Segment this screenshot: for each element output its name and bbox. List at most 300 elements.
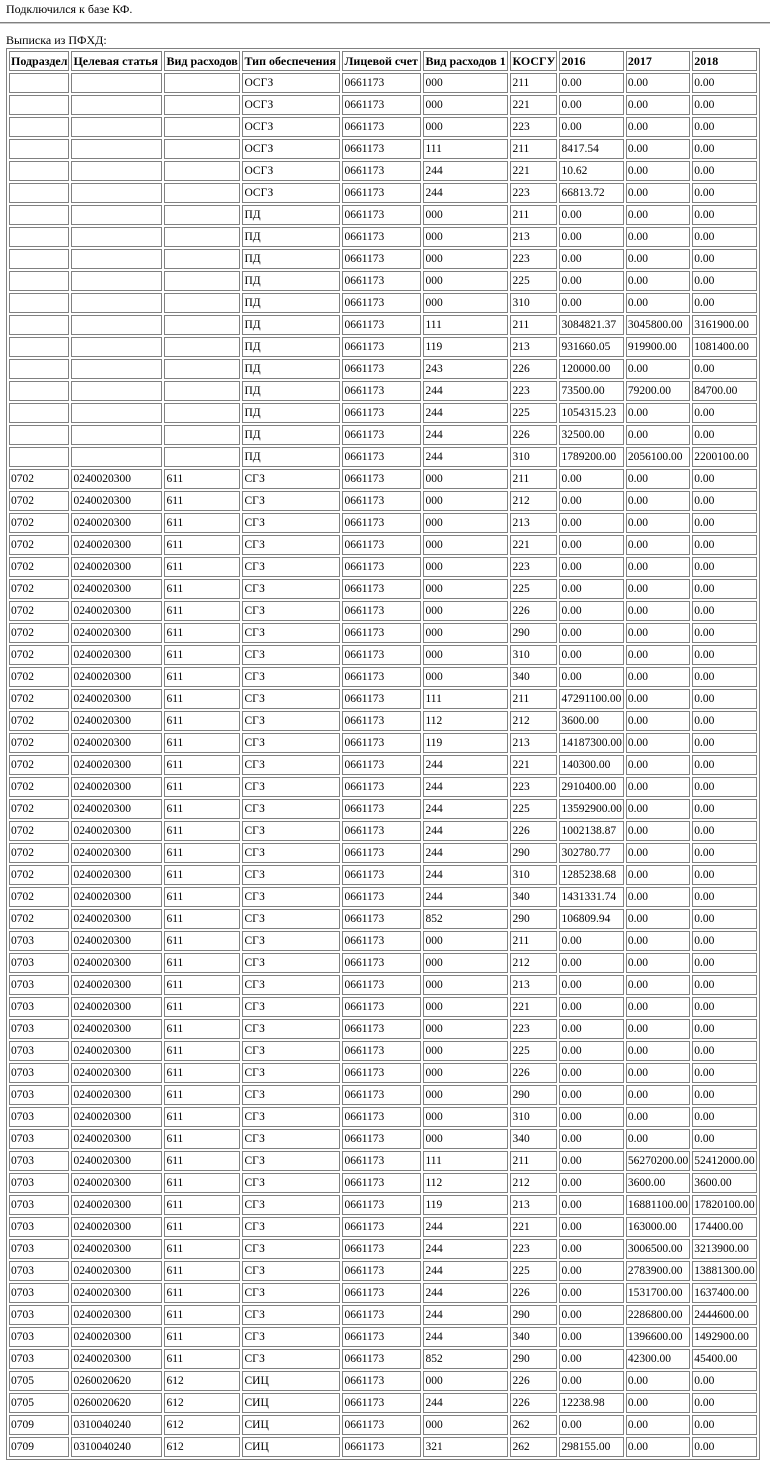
expense-type-cell: 611: [164, 821, 240, 841]
connection-status: Подключился к базе КФ.: [6, 2, 133, 16]
kosgu-cell: 221: [510, 755, 557, 775]
personal-account-cell: 0661173: [342, 1415, 421, 1435]
amount-2018-cell: 0.00: [692, 1371, 756, 1391]
expense-type-cell: 611: [164, 799, 240, 819]
subsection-cell: [9, 139, 69, 159]
expense-type-cell: 611: [164, 1195, 240, 1215]
expense-type-1-cell: 000: [423, 117, 508, 137]
table-row: [9, 689, 757, 709]
amount-2016-cell: 1431331.74: [559, 887, 623, 907]
amount-2016-cell: 0.00: [559, 1085, 623, 1105]
subsection-cell: 0703: [9, 1129, 69, 1149]
expense-type-1-cell: 000: [423, 557, 508, 577]
amount-2016-cell: 1789200.00: [559, 447, 623, 467]
table-header-row: [9, 51, 757, 71]
expense-type-1-cell: 244: [423, 381, 508, 401]
table-row: [9, 1151, 757, 1171]
amount-2018-cell: 3213900.00: [692, 1239, 756, 1259]
subsection-cell: 0709: [9, 1437, 69, 1457]
amount-2018-cell: 0.00: [692, 843, 756, 863]
amount-2018-cell: 0.00: [692, 865, 756, 885]
table-row: [9, 865, 757, 885]
header-expense-type-1: Вид расходов 1: [423, 51, 508, 71]
target-article-cell: [71, 271, 162, 291]
amount-2018-cell: 0.00: [692, 711, 756, 731]
expense-type-cell: 611: [164, 645, 240, 665]
subsection-cell: [9, 73, 69, 93]
amount-2018-cell: 0.00: [692, 271, 756, 291]
table-row: [9, 1327, 757, 1347]
table-row: [9, 1217, 757, 1237]
provision-type-cell: СГЗ: [242, 821, 340, 841]
amount-2018-cell: 0.00: [692, 1019, 756, 1039]
target-article-cell: [71, 73, 162, 93]
expense-type-1-cell: 111: [423, 139, 508, 159]
expense-type-cell: 611: [164, 1305, 240, 1325]
amount-2018-cell: 0.00: [692, 161, 756, 181]
target-article-cell: 0240020300: [71, 601, 162, 621]
amount-2017-cell: 0.00: [626, 843, 690, 863]
expense-type-cell: 611: [164, 1129, 240, 1149]
provision-type-cell: СГЗ: [242, 689, 340, 709]
amount-2017-cell: 0.00: [626, 1107, 690, 1127]
amount-2017-cell: 0.00: [626, 403, 690, 423]
table-row: [9, 931, 757, 951]
amount-2018-cell: 0.00: [692, 1041, 756, 1061]
expense-type-1-cell: 244: [423, 1261, 508, 1281]
subsection-cell: 0703: [9, 953, 69, 973]
amount-2016-cell: 0.00: [559, 1415, 623, 1435]
provision-type-cell: СГЗ: [242, 1217, 340, 1237]
personal-account-cell: 0661173: [342, 1393, 421, 1413]
amount-2017-cell: 0.00: [626, 711, 690, 731]
header-kosgu: КОСГУ: [510, 51, 557, 71]
kosgu-cell: 340: [510, 1129, 557, 1149]
expense-type-1-cell: 000: [423, 249, 508, 269]
kosgu-cell: 340: [510, 887, 557, 907]
target-article-cell: 0310040240: [71, 1415, 162, 1435]
amount-2016-cell: 0.00: [559, 1305, 623, 1325]
expense-type-cell: 611: [164, 579, 240, 599]
provision-type-cell: СГЗ: [242, 1107, 340, 1127]
kosgu-cell: 213: [510, 1195, 557, 1215]
kosgu-cell: 213: [510, 227, 557, 247]
target-article-cell: [71, 205, 162, 225]
subsection-cell: 0702: [9, 491, 69, 511]
expense-type-cell: 611: [164, 755, 240, 775]
expense-type-cell: 611: [164, 733, 240, 753]
subsection-cell: [9, 337, 69, 357]
kosgu-cell: 262: [510, 1415, 557, 1435]
subsection-cell: 0702: [9, 799, 69, 819]
provision-type-cell: ОСГЗ: [242, 95, 340, 115]
amount-2017-cell: 0.00: [626, 1085, 690, 1105]
subsection-cell: 0702: [9, 821, 69, 841]
expense-type-cell: [164, 315, 240, 335]
amount-2016-cell: 0.00: [559, 293, 623, 313]
target-article-cell: 0240020300: [71, 755, 162, 775]
amount-2017-cell: 0.00: [626, 95, 690, 115]
expense-type-1-cell: 852: [423, 909, 508, 929]
amount-2016-cell: 120000.00: [559, 359, 623, 379]
amount-2018-cell: 1637400.00: [692, 1283, 756, 1303]
target-article-cell: 0240020300: [71, 1283, 162, 1303]
kosgu-cell: 310: [510, 1107, 557, 1127]
expense-type-cell: 611: [164, 1019, 240, 1039]
amount-2018-cell: 13881300.00: [692, 1261, 756, 1281]
provision-type-cell: СГЗ: [242, 1349, 340, 1369]
kosgu-cell: 340: [510, 1327, 557, 1347]
personal-account-cell: 0661173: [342, 1349, 421, 1369]
amount-2016-cell: 0.00: [559, 491, 623, 511]
provision-type-cell: ПД: [242, 315, 340, 335]
table-row: [9, 249, 757, 269]
amount-2016-cell: 0.00: [559, 645, 623, 665]
amount-2016-cell: 0.00: [559, 579, 623, 599]
target-article-cell: 0240020300: [71, 953, 162, 973]
table-row: [9, 821, 757, 841]
amount-2017-cell: 0.00: [626, 1129, 690, 1149]
expense-type-cell: 611: [164, 557, 240, 577]
expense-type-1-cell: 000: [423, 623, 508, 643]
amount-2018-cell: 0.00: [692, 95, 756, 115]
expense-type-cell: 611: [164, 1151, 240, 1171]
kosgu-cell: 211: [510, 689, 557, 709]
provision-type-cell: СГЗ: [242, 1239, 340, 1259]
expense-type-1-cell: 244: [423, 403, 508, 423]
personal-account-cell: 0661173: [342, 117, 421, 137]
expense-type-1-cell: 000: [423, 227, 508, 247]
table-row: [9, 1195, 757, 1215]
expense-type-cell: 611: [164, 667, 240, 687]
target-article-cell: 0260020620: [71, 1393, 162, 1413]
subsection-cell: 0702: [9, 469, 69, 489]
amount-2016-cell: 0.00: [559, 205, 623, 225]
amount-2016-cell: 0.00: [559, 469, 623, 489]
amount-2016-cell: 3084821.37: [559, 315, 623, 335]
amount-2018-cell: 0.00: [692, 557, 756, 577]
amount-2016-cell: 0.00: [559, 1217, 623, 1237]
target-article-cell: 0240020300: [71, 667, 162, 687]
amount-2016-cell: 0.00: [559, 1195, 623, 1215]
subsection-cell: 0703: [9, 1283, 69, 1303]
expense-type-1-cell: 111: [423, 1151, 508, 1171]
expense-type-1-cell: 000: [423, 1371, 508, 1391]
kosgu-cell: 223: [510, 777, 557, 797]
table-row: [9, 1107, 757, 1127]
kosgu-cell: 262: [510, 1437, 557, 1457]
personal-account-cell: 0661173: [342, 909, 421, 929]
amount-2018-cell: 0.00: [692, 909, 756, 929]
pfhd-table-container: [6, 48, 760, 1460]
subsection-cell: 0703: [9, 1195, 69, 1215]
amount-2016-cell: 0.00: [559, 997, 623, 1017]
amount-2018-cell: 0.00: [692, 535, 756, 555]
kosgu-cell: 212: [510, 711, 557, 731]
kosgu-cell: 211: [510, 469, 557, 489]
amount-2016-cell: 0.00: [559, 931, 623, 951]
personal-account-cell: 0661173: [342, 161, 421, 181]
amount-2018-cell: 0.00: [692, 513, 756, 533]
amount-2018-cell: 0.00: [692, 799, 756, 819]
personal-account-cell: 0661173: [342, 1151, 421, 1171]
subsection-cell: 0702: [9, 579, 69, 599]
target-article-cell: [71, 161, 162, 181]
target-article-cell: [71, 139, 162, 159]
table-row: [9, 623, 757, 643]
amount-2016-cell: 0.00: [559, 1371, 623, 1391]
kosgu-cell: 226: [510, 1393, 557, 1413]
table-row: [9, 447, 757, 467]
kosgu-cell: 213: [510, 513, 557, 533]
amount-2017-cell: 0.00: [626, 975, 690, 995]
amount-2016-cell: 0.00: [559, 557, 623, 577]
provision-type-cell: ПД: [242, 381, 340, 401]
amount-2016-cell: 0.00: [559, 73, 623, 93]
personal-account-cell: 0661173: [342, 227, 421, 247]
amount-2018-cell: 52412000.00: [692, 1151, 756, 1171]
subsection-cell: [9, 403, 69, 423]
personal-account-cell: 0661173: [342, 1327, 421, 1347]
amount-2016-cell: 0.00: [559, 1173, 623, 1193]
amount-2018-cell: 0.00: [692, 139, 756, 159]
expense-type-cell: [164, 403, 240, 423]
target-article-cell: 0240020300: [71, 1239, 162, 1259]
provision-type-cell: СГЗ: [242, 953, 340, 973]
amount-2017-cell: 0.00: [626, 579, 690, 599]
provision-type-cell: СГЗ: [242, 1019, 340, 1039]
amount-2018-cell: 0.00: [692, 667, 756, 687]
expense-type-cell: [164, 117, 240, 137]
provision-type-cell: СГЗ: [242, 997, 340, 1017]
amount-2017-cell: 0.00: [626, 667, 690, 687]
personal-account-cell: 0661173: [342, 1261, 421, 1281]
extract-title: Выписка из ПФХД:: [6, 33, 107, 47]
expense-type-cell: [164, 337, 240, 357]
target-article-cell: 0240020300: [71, 1085, 162, 1105]
kosgu-cell: 211: [510, 931, 557, 951]
target-article-cell: [71, 227, 162, 247]
amount-2017-cell: 0.00: [626, 1393, 690, 1413]
personal-account-cell: 0661173: [342, 447, 421, 467]
table-row: [9, 711, 757, 731]
personal-account-cell: 0661173: [342, 557, 421, 577]
amount-2018-cell: 1081400.00: [692, 337, 756, 357]
target-article-cell: [71, 315, 162, 335]
target-article-cell: 0240020300: [71, 711, 162, 731]
expense-type-cell: 611: [164, 1283, 240, 1303]
expense-type-1-cell: 000: [423, 645, 508, 665]
amount-2016-cell: 0.00: [559, 1019, 623, 1039]
expense-type-cell: [164, 161, 240, 181]
subsection-cell: 0702: [9, 689, 69, 709]
target-article-cell: 0240020300: [71, 733, 162, 753]
amount-2016-cell: 13592900.00: [559, 799, 623, 819]
kosgu-cell: 226: [510, 601, 557, 621]
amount-2018-cell: 0.00: [692, 1393, 756, 1413]
kosgu-cell: 223: [510, 117, 557, 137]
amount-2017-cell: 0.00: [626, 865, 690, 885]
target-article-cell: 0240020300: [71, 1041, 162, 1061]
amount-2018-cell: 0.00: [692, 205, 756, 225]
table-row: [9, 887, 757, 907]
amount-2016-cell: 931660.05: [559, 337, 623, 357]
amount-2017-cell: 0.00: [626, 733, 690, 753]
provision-type-cell: СГЗ: [242, 909, 340, 929]
table-row: [9, 1415, 757, 1435]
amount-2018-cell: 0.00: [692, 491, 756, 511]
subsection-cell: 0702: [9, 909, 69, 929]
personal-account-cell: 0661173: [342, 425, 421, 445]
amount-2018-cell: 3161900.00: [692, 315, 756, 335]
amount-2017-cell: 3006500.00: [626, 1239, 690, 1259]
personal-account-cell: 0661173: [342, 73, 421, 93]
expense-type-cell: [164, 183, 240, 203]
target-article-cell: 0240020300: [71, 491, 162, 511]
amount-2018-cell: 0.00: [692, 403, 756, 423]
expense-type-1-cell: 243: [423, 359, 508, 379]
amount-2017-cell: 0.00: [626, 997, 690, 1017]
table-row: [9, 161, 757, 181]
header-expense-type: Вид расходов: [164, 51, 240, 71]
table-row: [9, 733, 757, 753]
personal-account-cell: 0661173: [342, 139, 421, 159]
target-article-cell: [71, 425, 162, 445]
subsection-cell: 0703: [9, 1063, 69, 1083]
personal-account-cell: 0661173: [342, 1371, 421, 1391]
provision-type-cell: СГЗ: [242, 601, 340, 621]
personal-account-cell: 0661173: [342, 931, 421, 951]
subsection-cell: 0702: [9, 887, 69, 907]
target-article-cell: 0240020300: [71, 1063, 162, 1083]
target-article-cell: 0240020300: [71, 1261, 162, 1281]
provision-type-cell: СИЦ: [242, 1437, 340, 1457]
amount-2016-cell: 0.00: [559, 1063, 623, 1083]
amount-2017-cell: 0.00: [626, 469, 690, 489]
expense-type-1-cell: 244: [423, 1305, 508, 1325]
table-row: [9, 1393, 757, 1413]
table-row: [9, 337, 757, 357]
table-row: [9, 227, 757, 247]
amount-2018-cell: 0.00: [692, 1085, 756, 1105]
amount-2016-cell: 0.00: [559, 623, 623, 643]
amount-2017-cell: 0.00: [626, 359, 690, 379]
target-article-cell: 0240020300: [71, 1305, 162, 1325]
provision-type-cell: ПД: [242, 227, 340, 247]
expense-type-cell: 611: [164, 953, 240, 973]
table-row: [9, 1041, 757, 1061]
subsection-cell: 0705: [9, 1393, 69, 1413]
expense-type-1-cell: 244: [423, 843, 508, 863]
kosgu-cell: 223: [510, 1239, 557, 1259]
amount-2017-cell: 919900.00: [626, 337, 690, 357]
provision-type-cell: СГЗ: [242, 887, 340, 907]
amount-2016-cell: 2910400.00: [559, 777, 623, 797]
expense-type-1-cell: 000: [423, 271, 508, 291]
amount-2018-cell: 0.00: [692, 359, 756, 379]
provision-type-cell: СИЦ: [242, 1393, 340, 1413]
amount-2018-cell: 0.00: [692, 601, 756, 621]
kosgu-cell: 221: [510, 95, 557, 115]
table-row: [9, 579, 757, 599]
expense-type-1-cell: 000: [423, 601, 508, 621]
provision-type-cell: ПД: [242, 403, 340, 423]
provision-type-cell: СГЗ: [242, 645, 340, 665]
amount-2018-cell: 0.00: [692, 249, 756, 269]
expense-type-1-cell: 000: [423, 293, 508, 313]
target-article-cell: [71, 249, 162, 269]
expense-type-cell: [164, 95, 240, 115]
kosgu-cell: 223: [510, 183, 557, 203]
expense-type-1-cell: 000: [423, 513, 508, 533]
kosgu-cell: 212: [510, 953, 557, 973]
expense-type-1-cell: 244: [423, 425, 508, 445]
personal-account-cell: 0661173: [342, 1019, 421, 1039]
subsection-cell: [9, 447, 69, 467]
provision-type-cell: СГЗ: [242, 579, 340, 599]
amount-2016-cell: 1285238.68: [559, 865, 623, 885]
kosgu-cell: 290: [510, 843, 557, 863]
target-article-cell: [71, 293, 162, 313]
kosgu-cell: 226: [510, 359, 557, 379]
provision-type-cell: СГЗ: [242, 1305, 340, 1325]
amount-2018-cell: 0.00: [692, 623, 756, 643]
table-row: [9, 1019, 757, 1039]
subsection-cell: [9, 293, 69, 313]
personal-account-cell: 0661173: [342, 755, 421, 775]
expense-type-cell: 612: [164, 1393, 240, 1413]
personal-account-cell: 0661173: [342, 491, 421, 511]
amount-2017-cell: 0.00: [626, 161, 690, 181]
header-target-article: Целевая статья: [71, 51, 162, 71]
amount-2016-cell: 0.00: [559, 535, 623, 555]
subsection-cell: 0703: [9, 1107, 69, 1127]
amount-2016-cell: 32500.00: [559, 425, 623, 445]
amount-2017-cell: 0.00: [626, 117, 690, 137]
expense-type-1-cell: 244: [423, 1283, 508, 1303]
amount-2016-cell: 1002138.87: [559, 821, 623, 841]
kosgu-cell: 221: [510, 1217, 557, 1237]
kosgu-cell: 226: [510, 821, 557, 841]
table-row: [9, 315, 757, 335]
personal-account-cell: 0661173: [342, 1107, 421, 1127]
kosgu-cell: 212: [510, 491, 557, 511]
subsection-cell: 0702: [9, 865, 69, 885]
personal-account-cell: 0661173: [342, 579, 421, 599]
amount-2018-cell: 0.00: [692, 73, 756, 93]
table-row: [9, 293, 757, 313]
target-article-cell: 0240020300: [71, 931, 162, 951]
expense-type-cell: 611: [164, 1107, 240, 1127]
amount-2016-cell: 1054315.23: [559, 403, 623, 423]
amount-2016-cell: 10.62: [559, 161, 623, 181]
subsection-cell: 0703: [9, 1173, 69, 1193]
provision-type-cell: СГЗ: [242, 667, 340, 687]
target-article-cell: [71, 447, 162, 467]
provision-type-cell: СГЗ: [242, 623, 340, 643]
kosgu-cell: 226: [510, 425, 557, 445]
expense-type-cell: 611: [164, 601, 240, 621]
provision-type-cell: ОСГЗ: [242, 117, 340, 137]
subsection-cell: 0702: [9, 733, 69, 753]
kosgu-cell: 226: [510, 1283, 557, 1303]
personal-account-cell: 0661173: [342, 1283, 421, 1303]
kosgu-cell: 213: [510, 733, 557, 753]
personal-account-cell: 0661173: [342, 1195, 421, 1215]
subsection-cell: 0702: [9, 645, 69, 665]
table-row: [9, 73, 757, 93]
amount-2017-cell: 0.00: [626, 689, 690, 709]
